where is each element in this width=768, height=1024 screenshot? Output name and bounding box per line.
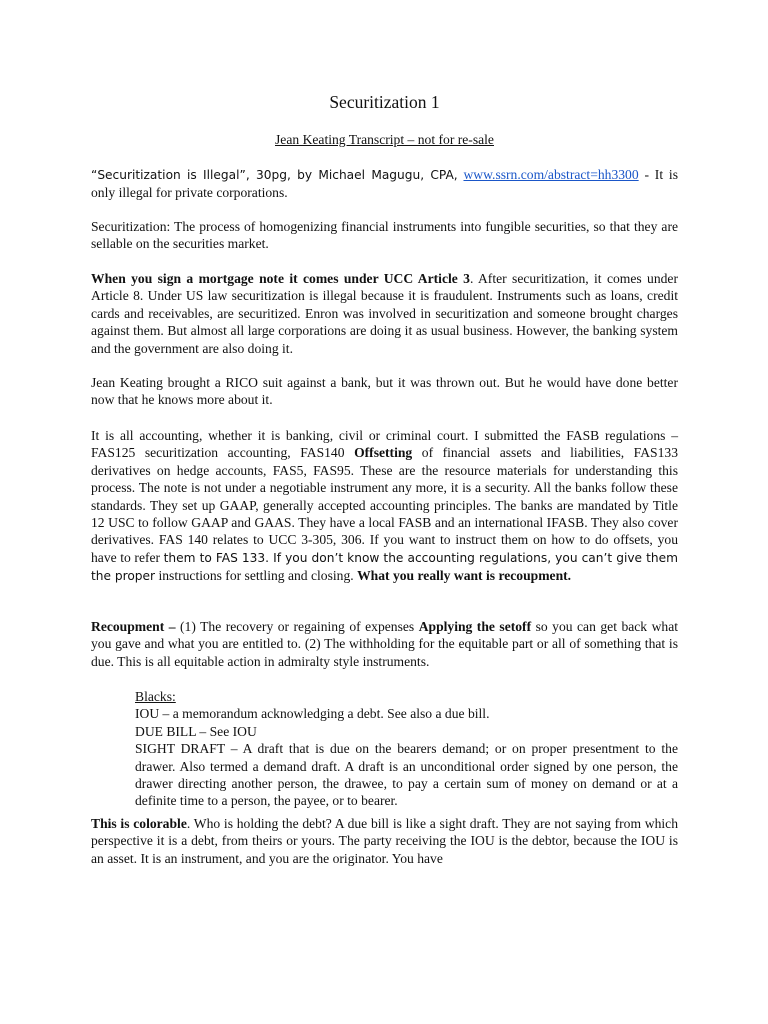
definition-iou: IOU – a memorandum acknowledging a debt. See also a due bill. (135, 706, 490, 722)
definition-due-bill: DUE BILL – See IOU (135, 723, 257, 739)
accounting-text-a: It is all accounting, whether it is banking, civil or criminal court. I submitted the FASB regulations – FAS125 securitization accounting, FAS140 (91, 428, 678, 461)
blacks-heading: Blacks: (135, 689, 176, 704)
recoupment-text-b: so you can get back what you gave and what you are entitled to. (2) The withholding for the equitable part or all of something that is due. This is all equitable action in admiralty style instruments. (91, 619, 679, 669)
ucc-article-rest: . After securitization, it comes under Article 8. Under US law securitization is illegal because it is fraudulent. Instruments such as loans, credit cards and receivables, are securitized. Enron was involved in securitization and someone brought charges against them. But almost all large corporations are doing it as usual business. However, the banking system and the government are also doing it. (91, 271, 678, 356)
definition-sight-draft: SIGHT DRAFT – A draft that is due on the bearers demand; or on proper presentment to the drawer. Also termed a demand draft. A draft is an unconditional order signed by one person, the drawer directing another person, the drawee, to pay a certain sum of money on demand or at a definite time to a person, the payee, or to bearer. (135, 741, 678, 809)
recoupment-text-a: (1) The recovery or regaining of expenses (180, 619, 415, 634)
paragraph-colorable (91, 815, 678, 867)
recoupment-callout-bold: What you really want is recoupment. (357, 568, 572, 584)
setoff-bold: Applying the setoff (418, 619, 532, 634)
accounting-text-sans: them to FAS 133. If you don’t know the accounting regulations, you can’t give them the proper (91, 550, 678, 584)
ucc-article-bold: When you sign a mortgage note it comes under UCC Article 3 (91, 271, 470, 286)
accounting-text-c: instructions for settling and closing. (158, 568, 354, 584)
accounting-text-b: of financial assets and liabilities, FAS133 derivatives on hedge accounts, FAS5, FAS95. These are the resource materials for understanding this process. The note is not under a negotiable instrument any more, it is a security. All the banks follow these standards. They set up GAAP, generally accepted accounting principles. The banks are mandated by Title 12 USC to follow GAAP and GAAS. They have a local FASB and an international IFASB. They also cover derivatives. FAS 140 relates to UCC 3-305, 306. If you want to instruct them on how to do offsets, you have to refer (91, 445, 678, 565)
colorable-bold: This is colorable (91, 816, 187, 831)
offsetting-bold: Offsetting (354, 445, 413, 461)
paragraph-accounting (91, 427, 678, 586)
paragraph-definition: Securitization: The process of homogenizing financial instruments into fungible securities, so that they are sellable on the securities market. (91, 219, 678, 252)
recoupment-term-bold: Recoupment – (91, 619, 176, 634)
document-title: Securitization 1 (329, 92, 440, 112)
blacks-definitions (135, 688, 678, 810)
paragraph-rico-suit: Jean Keating brought a RICO suit against a bank, but it was thrown out. But he would have done better now that he knows more about it. (91, 375, 678, 408)
ssrn-link[interactable]: www.ssrn.com/abstract=hh3300 (463, 167, 639, 182)
paragraph-recoupment (91, 618, 678, 670)
citation-rest: - It is only illegal for private corporations. (91, 167, 678, 201)
colorable-rest: . Who is holding the debt? A due bill is like a sight draft. They are not saying from which perspective it is a debt, from theirs or yours. The party receiving the IOU is the debtor, because the IOU is an asset. It is an instrument, and you are the originator. You have (91, 816, 678, 866)
citation-quote: “Securitization is Illegal”, 30pg, by Michael Magugu, CPA, (91, 168, 458, 182)
paragraph-ucc-article (91, 270, 678, 357)
paragraph-source-citation (91, 166, 678, 202)
document-subtitle: Jean Keating Transcript – not for re-sale (275, 132, 494, 147)
